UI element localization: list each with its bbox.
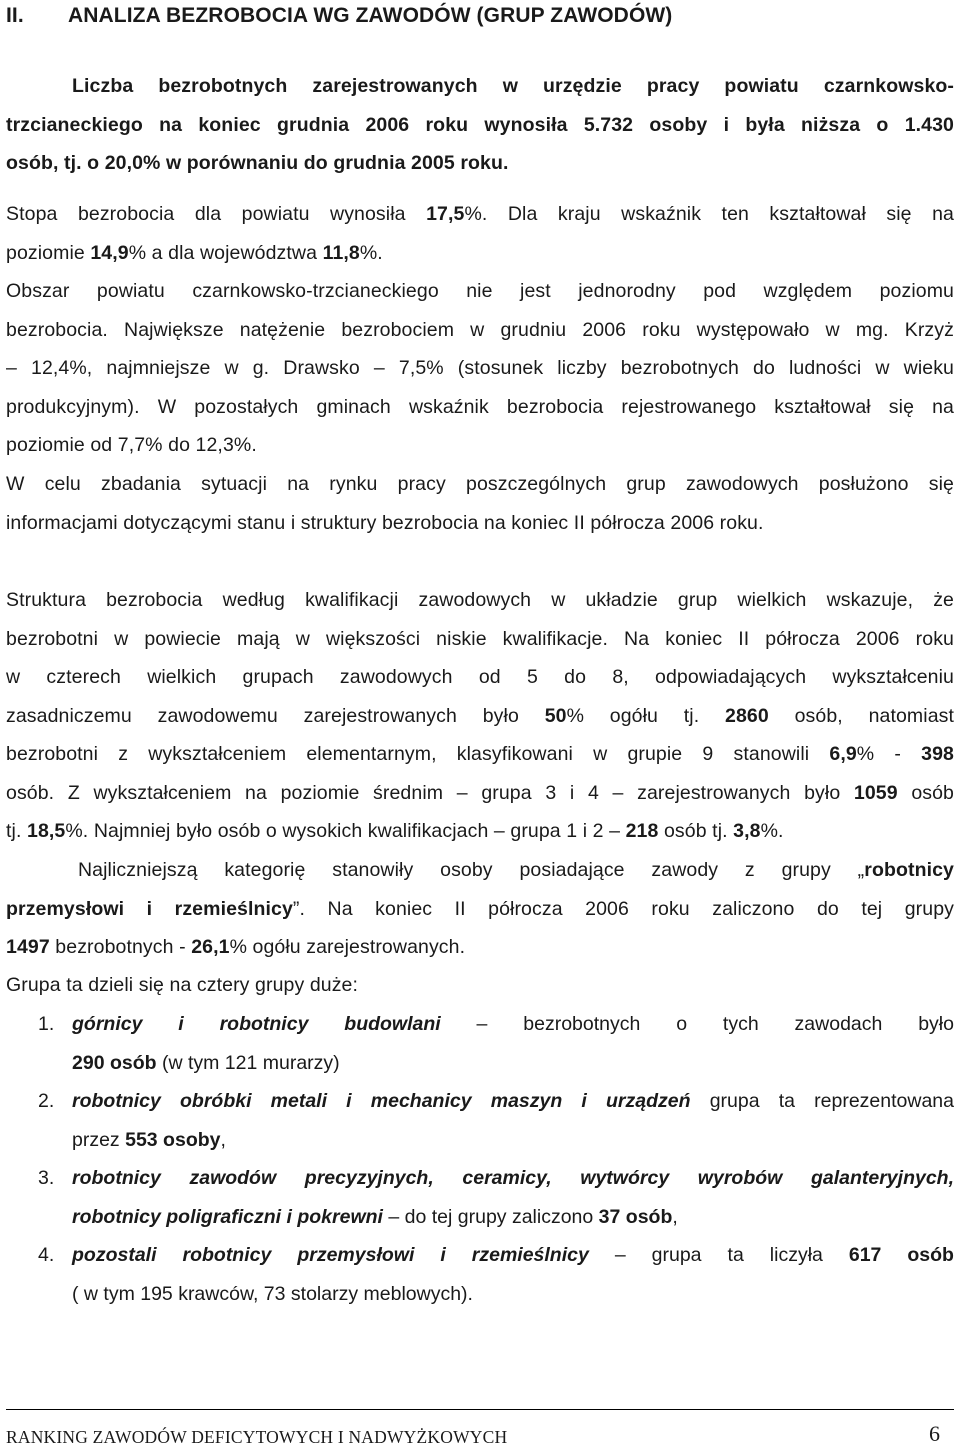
groups-list: [6, 1005, 954, 1313]
structure-paragraph: Struktura bezrobocia według kwalifikacji zawodowych w układzie grup wielkich wskazuje, że bezrobotni w powiecie mają w większości niskie kwalifikacje. Na koniec II półrocza 2006 roku w czterech wielkich grupach zawodowych od 5 do 8, odpowiadających wykształceniu zasadniczemu zawodowemu zarejestrowanych było 50% ogółu tj. 2860 osób, natomiast bezrobotni z wykształceniem elementarnym, klasyfikowani w grupie 9 stanowili 6,9% - 398 osób. Z wykształceniem na poziomie średnim – grupa 3 i 4 – zarejestrowanych było 1059 osób tj. 18,5%. Najmniej było osób o wysokich kwalifikacjach – grupa 1 i 2 – 218 osób tj. 3,8%.: [6, 589, 955, 842]
largest-group-paragraph: Najliczniejszą kategorię stanowiły osoby posiadające zawody z grupy „robotnicy przemysłowi i rzemieślnicy”. Na koniec II półrocza 2006 roku zaliczono do tej grupy 1497 bezrobotnych - 26,1% ogółu zarejestrowanych.: [6, 859, 954, 958]
area-paragraph: Obszar powiatu czarnkowsko-trzcianeckiego nie jest jednorodny pod względem poziomu bezrobocia. Największe natężenie bezrobociem w grudniu 2006 roku występowało w mg. Krzyż – 12,4%, najmniejsze w g. Drawsko – 7,5% (stosunek liczby bezrobotnych do ludności w wieku produkcyjnym). W pozostałych gminach wskaźnik bezrobocia rejestrowanego kształtował się na poziomie od 7,7% do 12,3%.: [6, 280, 954, 456]
page-number: 6: [929, 1421, 940, 1446]
groups-intro: Grupa ta dzieli się na cztery grupy duże:: [6, 974, 359, 996]
list-item: 3. robotnicy zawodów precyzyjnych, ceramicy, wytwórcy wyrobów galanteryjnych, robotnicy poligraficzni i pokrewni – do tej grupy zaliczono 37 osób,: [38, 1167, 954, 1228]
footer-title: RANKING ZAWODÓW DEFICYTOWYCH I NADWYŻKOWYCH: [6, 1427, 508, 1447]
list-item: 4. pozostali robotnicy przemysłowi i rzemieślnicy – grupa ta liczyła 617 osób ( w tym 195 krawców, 73 stolarzy meblowych).: [38, 1244, 954, 1305]
intro-paragraph: Liczba bezrobotnych zarejestrowanych w urzędzie pracy powiatu czarnkowsko- trzcianeckiego na koniec grudnia 2006 roku wynosiła 5.732 osoby i była niższa o 1.430 osób, tj. o 20,0% w porównaniu do grudnia 2005 roku.: [6, 75, 954, 174]
study-paragraph: W celu zbadania sytuacji na rynku pracy poszczególnych grup zawodowych posłużono się informacjami dotyczącymi stanu i struktury bezrobocia na koniec II półrocza 2006 roku.: [6, 473, 954, 534]
section-number: II.: [6, 4, 24, 27]
section-title: ANALIZA BEZROBOCIA WG ZAWODÓW (GRUP ZAWODÓW): [68, 4, 673, 27]
rate-paragraph: Stopa bezrobocia dla powiatu wynosiła 17,5%. Dla kraju wskaźnik ten kształtował się na poziomie 14,9% a dla województwa 11,8%.: [6, 203, 954, 264]
section-heading: [6, 4, 672, 28]
list-item: 1. górnicy i robotnicy budowlani – bezrobotnych o tych zawodach było 290 osób (w tym 121 murarzy): [38, 1013, 954, 1074]
footer-divider: [6, 1409, 954, 1410]
list-item: 2. robotnicy obróbki metali i mechanicy maszyn i urządzeń grupa ta reprezentowana przez 553 osoby,: [38, 1090, 954, 1151]
